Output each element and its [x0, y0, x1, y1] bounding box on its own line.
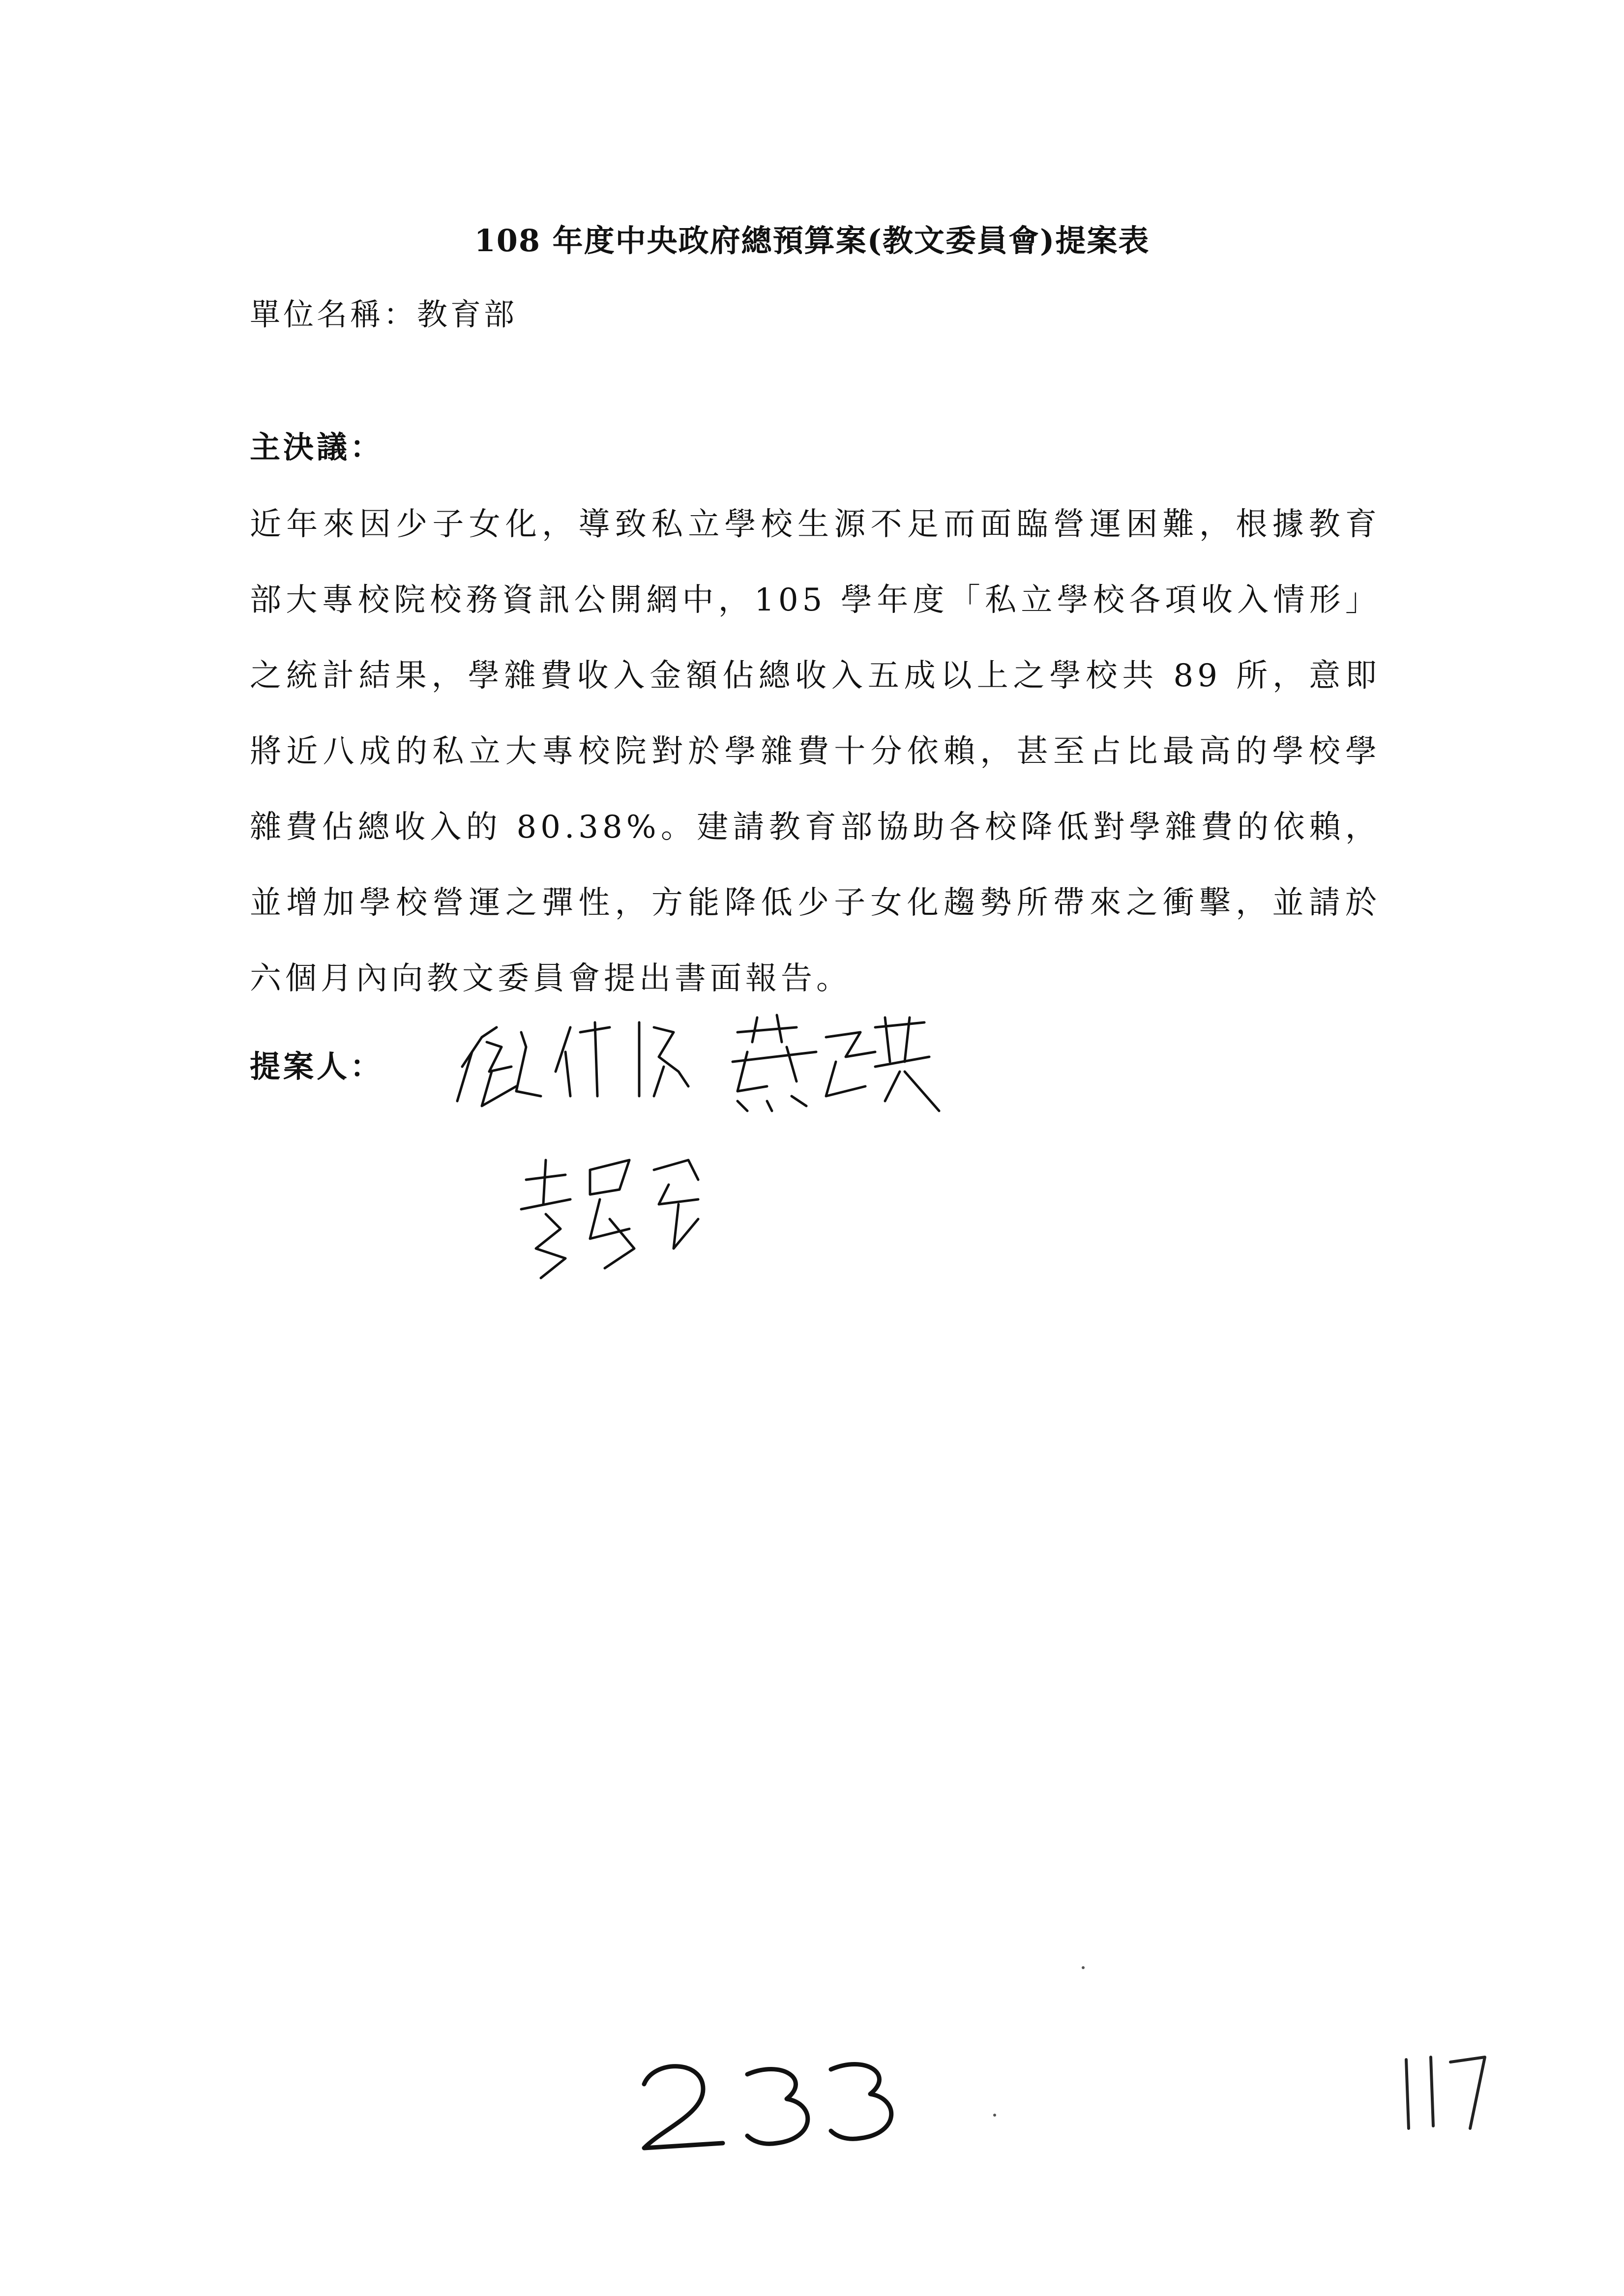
unit-name-line: 單位名稱：教育部 [250, 296, 518, 332]
scan-speck [993, 2114, 996, 2117]
resolution-body: 近年來因少子女化，導致私立學校生源不足而面臨營運困難，根據教育部大專校院校務資訊公開網中，105 學年度「私立學校各項收入情形」之統計結果，學雜費收入金額佔總收入五成以上之學校共 89 所，意即將近八成的私立大專校院對於學雜費十分依賴，甚至占比最高的學校學雜費佔總收入的 80.38%。建請教育部協助各校降低對學雜費的依賴，並增加學校營運之彈性，方能降低少子女化趨勢所帶來之衝擊，並請於六個月內向教文委員會提出書面報告。 [250, 506, 1381, 997]
proposer-label: 提案人： [250, 1048, 384, 1084]
resolution-heading: 主決議： [250, 429, 384, 465]
document-title: 108 年度中央政府總預算案(教文委員會)提案表 [474, 223, 1150, 259]
scan-speck [1082, 1966, 1085, 1969]
handwritten-number-233 [634, 2045, 910, 2163]
handwritten-signature-2 [733, 1015, 939, 1111]
handwritten-signatures [443, 973, 1131, 1317]
handwritten-signature-1 [457, 1022, 688, 1106]
handwritten-signature-3 [521, 1160, 698, 1278]
handwritten-number-117 [1387, 2040, 1495, 2138]
